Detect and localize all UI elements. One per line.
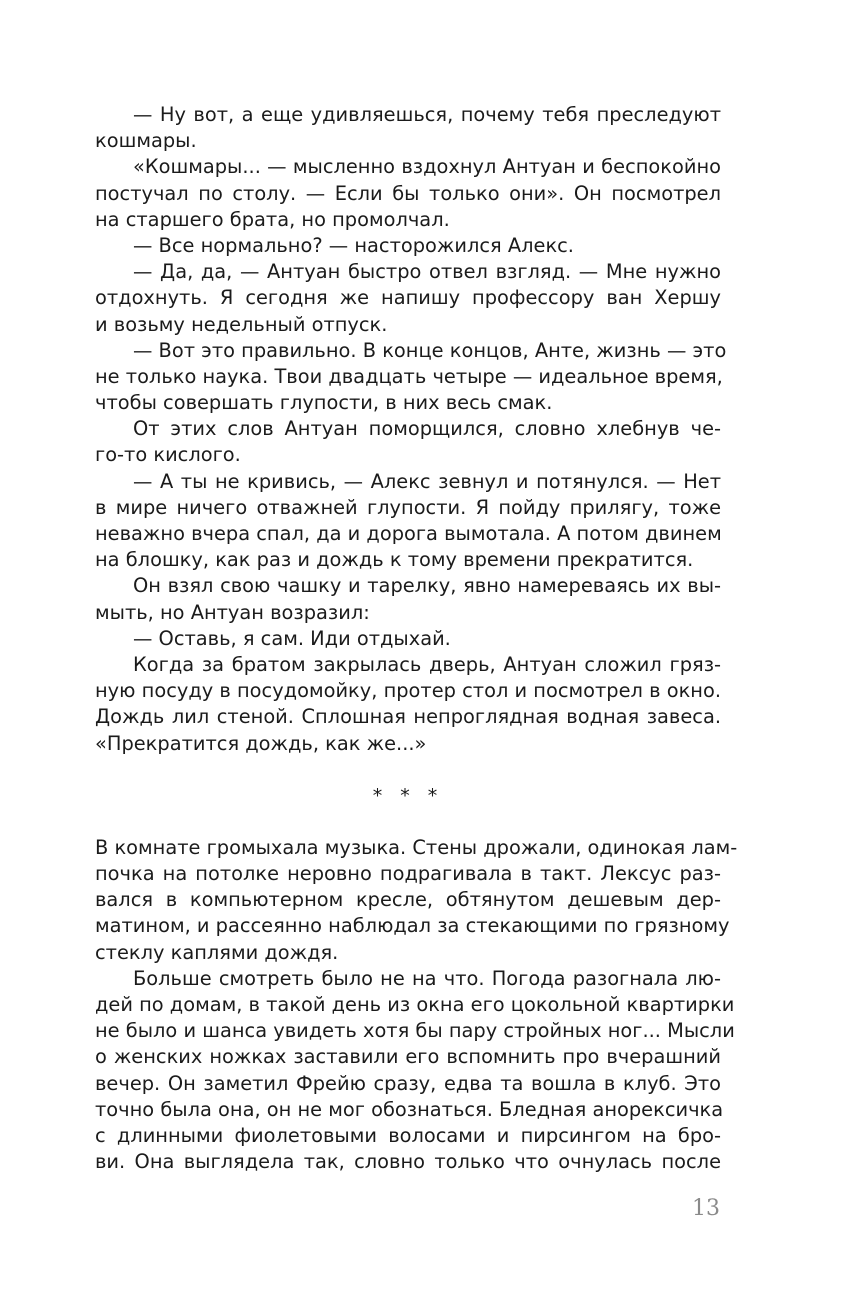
text-line: Дождь лил стеной. Сплошная непроглядная водная завеса. [95, 705, 721, 729]
text-line: кошмары. [95, 129, 197, 153]
text-line: вечер. Он заметил Фрейю сразу, едва та вошла в клуб. Это [95, 1071, 721, 1095]
text-line: отдохнуть. Я сегодня же напишу профессору ван Хершу [95, 286, 721, 310]
text-line: с длинными фиолетовыми волосами и пирсингом на бро- [95, 1123, 721, 1147]
text-line: точно была она, он не мог обознаться. Бледная анорексичка [95, 1097, 724, 1121]
text-line: и возьму недельный отпуск. [95, 312, 388, 336]
text-line: почка на потолке неровно подрагивала в такт. Лексус раз- [95, 862, 721, 886]
text-line: вался в компьютерном кресле, обтянутом дешевым дер- [95, 888, 721, 912]
text-line: От этих слов Антуан поморщился, словно хлебнув че- [133, 417, 721, 441]
text-line: стеклу каплями дождя. [95, 940, 339, 964]
text-line: Когда за братом закрылась дверь, Антуан сложил гряз- [133, 652, 721, 676]
text-line: на старшего брата, но промолчал. [95, 207, 450, 231]
text-line: — А ты не кривись, — Алекс зевнул и потянулся. — Нет [133, 469, 721, 493]
text-line: дей по домам, в такой день из окна его цокольной квартирки [95, 993, 735, 1016]
text-line: о женских ножках заставили его вспомнить про вчерашний [95, 1045, 721, 1069]
text-line: мыть, но Антуан возразил: [95, 600, 370, 624]
text-line: в мире ничего отважней глупости. Я пойду прилягу, тоже [95, 495, 721, 519]
text-line: «Кошмары... — мысленно вздохнул Антуан и беспокойно [133, 155, 721, 179]
text-line: постучал по столу. — Если бы только они». Он посмотрел [95, 181, 721, 205]
text-line: — Все нормально? — насторожился Алекс. [133, 233, 574, 257]
text-line: Больше смотреть было не на что. Погода разогнала лю- [133, 966, 721, 990]
text-line: — Да, да, — Антуан быстро отвел взгляд. — Мне нужно [133, 260, 721, 284]
text-block-dialogue [95, 102, 727, 757]
text-line: В комнате громыхала музыка. Стены дрожали, одинокая лам- [95, 835, 738, 859]
text-line: не было и шанса увидеть хотя бы пару стройных ног... Мысли [95, 1019, 735, 1043]
text-line: «Прекратится дождь, как же...» [95, 731, 427, 755]
text-line: — Вот это правильно. В конце концов, Анте, жизнь — это [133, 338, 727, 362]
text-line: ную посуду в посудомойку, протер стол и посмотрел в окно. [95, 679, 721, 703]
page-number: 13 [692, 1196, 720, 1221]
text-line: го-то кислого. [95, 443, 241, 467]
text-line: ви. Она выглядела так, словно только что очнулась после [95, 1150, 721, 1174]
text-line: — Ну вот, а еще удивляешься, почему тебя преследуют [133, 103, 721, 126]
page-text [95, 102, 738, 1175]
text-line: чтобы совершать глупости, в них весь смак. [95, 391, 553, 415]
text-line: не только наука. Твои двадцать четыре — идеальное время, [95, 364, 723, 388]
text-line: Он взял свою чашку и тарелку, явно намереваясь их вы- [133, 574, 721, 598]
text-line: — Оставь, я сам. Иди отдыхай. [133, 626, 451, 650]
text-line: неважно вчера спал, да и дорога вымотала. А потом двинем [95, 522, 722, 545]
section-separator: * * * [372, 784, 444, 807]
text-line: на блошку, как раз и дождь к тому времени прекратится. [95, 548, 694, 572]
text-line: матином, и рассеянно наблюдал за стекающими по грязному [95, 914, 730, 938]
text-block-narrative [95, 835, 738, 1175]
